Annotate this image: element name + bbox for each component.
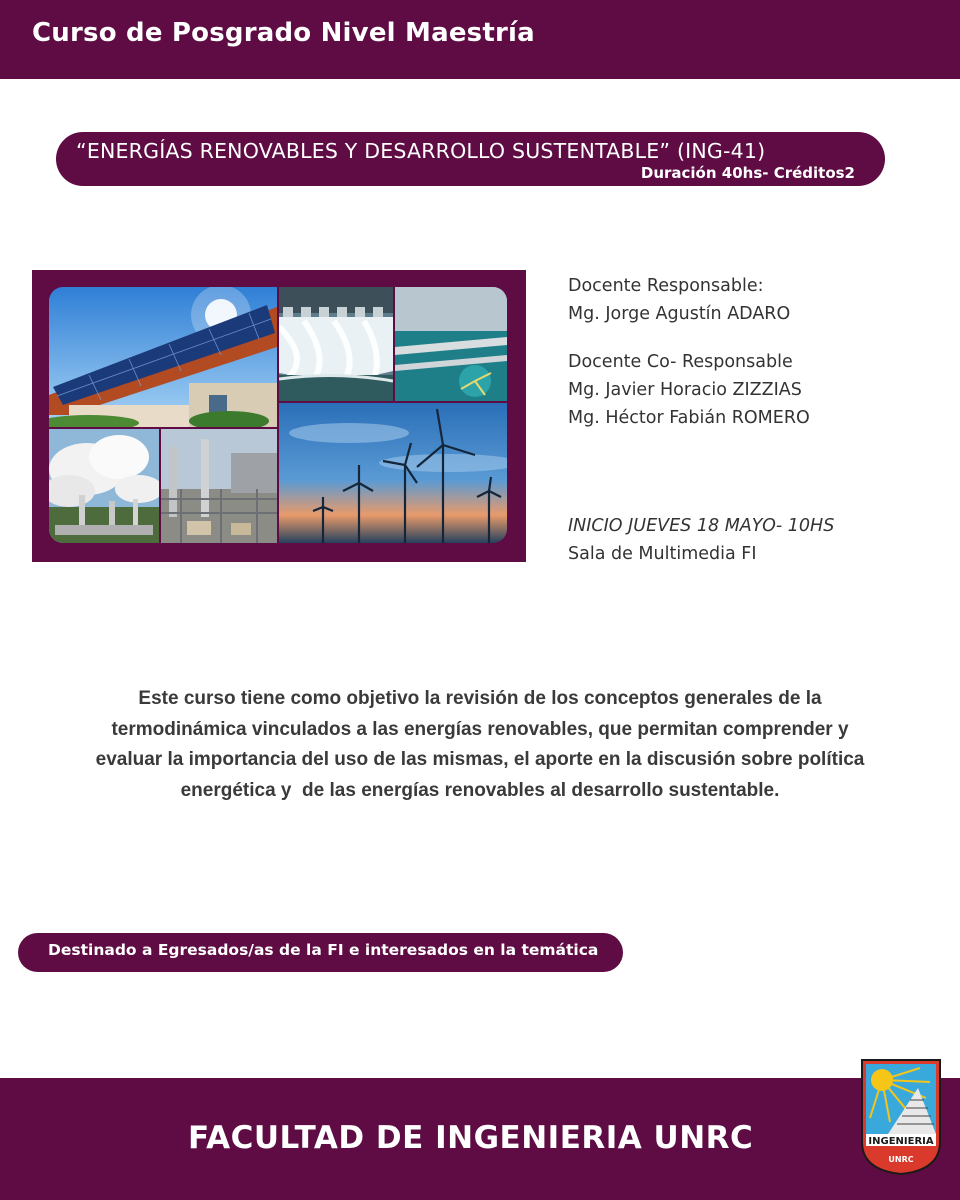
logo-subtext: UNRC: [888, 1155, 914, 1164]
ingenieria-unrc-logo: [860, 1058, 942, 1176]
start-date: INICIO JUEVES 18 MAYO- 10HS: [568, 516, 835, 536]
start-place: Sala de Multimedia FI: [568, 544, 757, 564]
industrial-smoke-plant-image: [49, 429, 159, 543]
photo-frame: [32, 270, 526, 562]
top-banner: [0, 0, 960, 79]
description-line: energética y de las energías renovables al desarrollo sustentable.: [180, 779, 780, 801]
responsible-group: [568, 272, 810, 328]
solar-panels-roof-image: [49, 287, 277, 427]
schedule-block: [568, 512, 834, 568]
logo-text: INGENIERIA: [868, 1136, 934, 1147]
course-duration: Duración 40hs- Créditos2: [640, 164, 855, 182]
audience-pill: [18, 933, 623, 972]
audience-text: Destinado a Egresados/as de la FI e interesados en la temática: [48, 941, 599, 959]
footer-banner: [0, 1078, 960, 1200]
program-title: Curso de Posgrado Nivel Maestría: [32, 18, 535, 48]
co-responsible-group: [568, 348, 810, 432]
description-line: termodinámica vinculados a las energías renovables, que permitan comprender y: [111, 718, 849, 740]
description-line: evaluar la importancia del uso de las mismas, el aporte en la discusión sobre política: [95, 749, 865, 770]
co-responsible-name: Mg. Héctor Fabián ROMERO: [568, 408, 810, 428]
water-treatment-image: [395, 287, 507, 401]
faculty-name: FACULTAD DE INGENIERIA UNRC: [188, 1120, 754, 1156]
responsible-name: Mg. Jorge Agustín ADARO: [568, 304, 791, 324]
description-line: Este curso tiene como objetivo la revisión de los conceptos generales de la: [138, 688, 822, 709]
biogas-plant-image: [161, 429, 277, 543]
responsible-label: Docente Responsable:: [568, 276, 764, 296]
teachers-block: [568, 272, 810, 452]
wind-turbines-sunset-image: [279, 403, 507, 543]
course-description: [30, 684, 930, 806]
renewable-energy-collage: [49, 287, 507, 543]
course-title-pill: [56, 132, 885, 186]
co-responsible-label: Docente Co- Responsable: [568, 352, 793, 372]
course-name: “ENERGÍAS RENOVABLES Y DESARROLLO SUSTENTABLE” (ING-41): [76, 139, 766, 163]
co-responsible-name: Mg. Javier Horacio ZIZZIAS: [568, 380, 802, 400]
hydroelectric-dam-image: [279, 287, 393, 401]
